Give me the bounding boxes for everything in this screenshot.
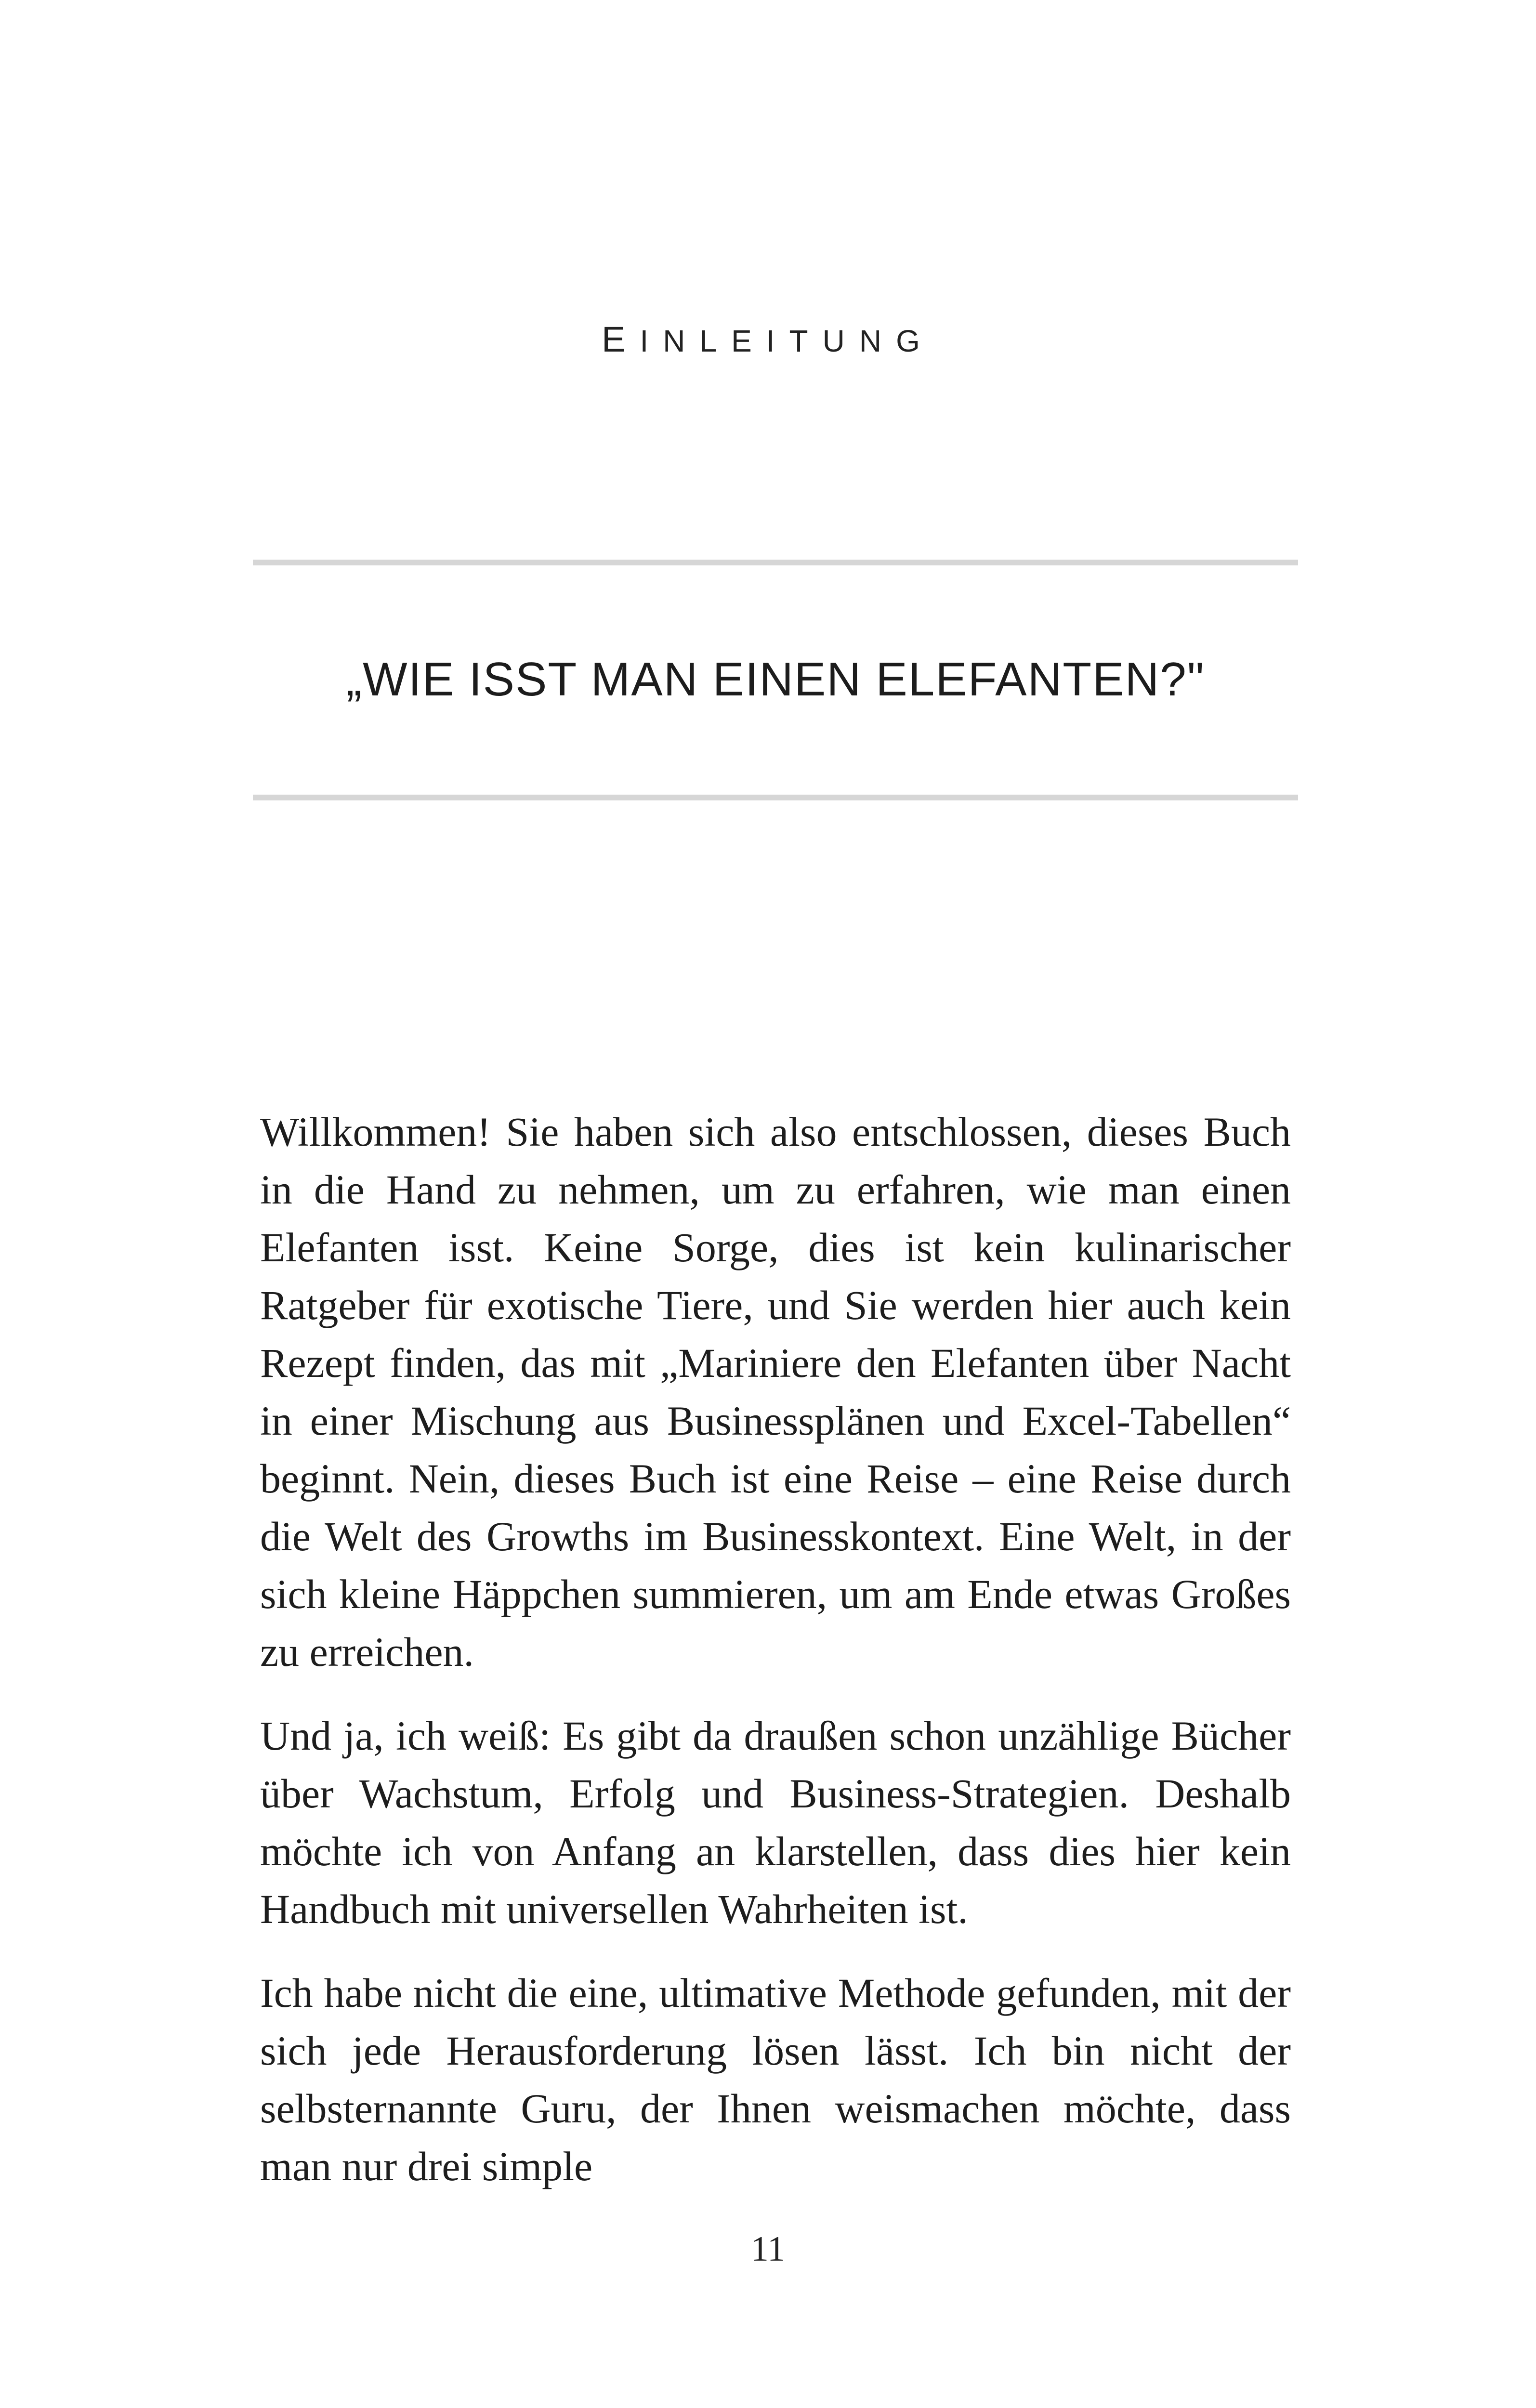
chapter-title: „WIE ISST MAN EINEN ELEFANTEN?" bbox=[346, 653, 1205, 706]
title-rule-bottom bbox=[253, 795, 1298, 800]
paragraph-2: Und ja, ich weiß: Es gibt da draußen schon unzählige Bücher über Wachstum, Erfolg und Business-Strategien. Deshalb möchte ich von Anfang an klarstellen, dass dies hier kein Handbuch mit universellen Wahrheiten ist. bbox=[260, 1713, 1291, 1932]
paragraph-3: Ich habe nicht die eine, ultimative Methode gefunden, mit der sich jede Herausforderung lösen lässt. Ich bin nicht der selbsternannte Guru, der Ihnen weismachen möchte, dass man nur drei simple bbox=[260, 1970, 1291, 2189]
page-number: 11 bbox=[750, 2229, 786, 2269]
body-text bbox=[260, 1103, 1291, 2221]
paragraph-1: Willkommen! Sie haben sich also entschlossen, dieses Buch in die Hand zu nehmen, um zu erfahren, wie man einen Elefanten isst. Keine Sorge, dies ist kein kulinarischer Ratgeber für exotische Tiere, und Sie werden hier auch kein Rezept finden, das mit „Mariniere den Elefanten über Nacht in einer Mischung aus Businessplänen und Excel-Tabellen“ beginnt. Nein, dieses Buch ist eine Reise – eine Reise durch die Welt des Growths im Businesskontext. Eine Welt, in der sich kleine Häppchen summieren, um am Ende etwas Großes zu erreichen. bbox=[260, 1109, 1291, 1675]
title-rule-top bbox=[253, 560, 1298, 565]
chapter-label: EINLEITUNG bbox=[602, 319, 934, 359]
